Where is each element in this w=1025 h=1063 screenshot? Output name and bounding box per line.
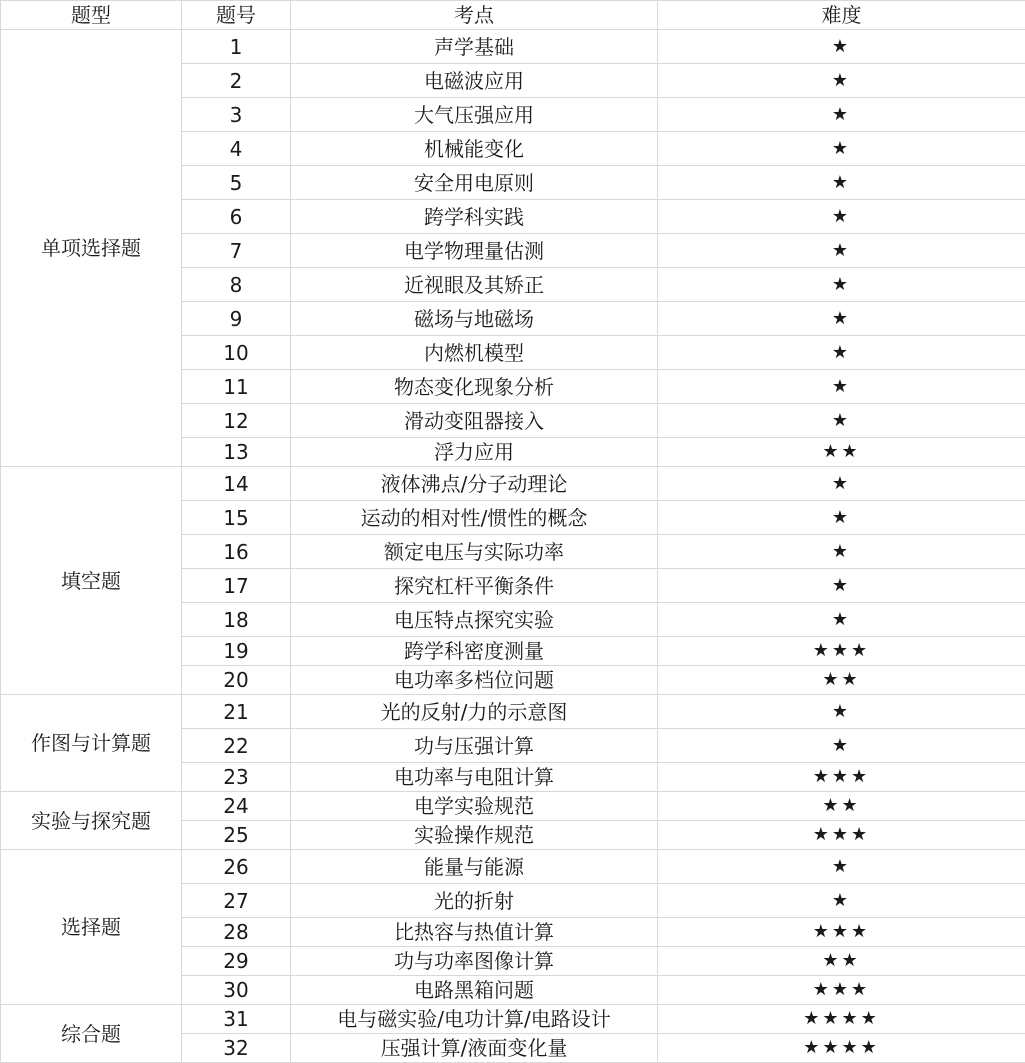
difficulty-stars: ★ <box>658 132 1025 166</box>
topic-cell: 电磁波应用 <box>291 64 658 98</box>
question-type-cell: 实验与探究题 <box>1 792 182 850</box>
table-row <box>1 1005 1025 1034</box>
header-difficulty: 难度 <box>658 1 1025 30</box>
question-number-cell: 22 <box>182 729 291 763</box>
topic-cell: 大气压强应用 <box>291 98 658 132</box>
difficulty-stars: ★★★ <box>658 976 1025 1005</box>
question-number-cell: 23 <box>182 763 291 792</box>
difficulty-stars: ★★★ <box>658 821 1025 850</box>
question-number-cell: 13 <box>182 438 291 467</box>
difficulty-stars: ★ <box>658 695 1025 729</box>
question-number-cell: 24 <box>182 792 291 821</box>
topic-cell: 近视眼及其矫正 <box>291 268 658 302</box>
table-row <box>1 30 1025 64</box>
topic-cell: 电功率与电阻计算 <box>291 763 658 792</box>
topic-cell: 功与压强计算 <box>291 729 658 763</box>
question-type-cell: 综合题 <box>1 1005 182 1063</box>
table-row <box>1 850 1025 884</box>
topic-cell: 跨学科密度测量 <box>291 637 658 666</box>
question-number-cell: 17 <box>182 569 291 603</box>
question-type-cell: 单项选择题 <box>1 30 182 467</box>
question-number-cell: 18 <box>182 603 291 637</box>
header-question-number: 题号 <box>182 1 291 30</box>
topic-cell: 内燃机模型 <box>291 336 658 370</box>
topic-cell: 电学实验规范 <box>291 792 658 821</box>
difficulty-stars: ★★★ <box>658 637 1025 666</box>
topic-cell: 额定电压与实际功率 <box>291 535 658 569</box>
topic-cell: 电压特点探究实验 <box>291 603 658 637</box>
header-row <box>1 1 1025 30</box>
topic-cell: 物态变化现象分析 <box>291 370 658 404</box>
question-number-cell: 1 <box>182 30 291 64</box>
topic-cell: 运动的相对性/惯性的概念 <box>291 501 658 535</box>
difficulty-stars: ★ <box>658 729 1025 763</box>
question-number-cell: 10 <box>182 336 291 370</box>
topic-cell: 探究杠杆平衡条件 <box>291 569 658 603</box>
difficulty-stars: ★★★★ <box>658 1005 1025 1034</box>
question-number-cell: 19 <box>182 637 291 666</box>
question-type-cell: 选择题 <box>1 850 182 1005</box>
question-number-cell: 12 <box>182 404 291 438</box>
topic-cell: 光的折射 <box>291 884 658 918</box>
question-type-cell: 作图与计算题 <box>1 695 182 792</box>
question-number-cell: 26 <box>182 850 291 884</box>
difficulty-stars: ★ <box>658 268 1025 302</box>
difficulty-stars: ★ <box>658 501 1025 535</box>
difficulty-stars: ★★★ <box>658 763 1025 792</box>
difficulty-stars: ★★ <box>658 792 1025 821</box>
difficulty-stars: ★ <box>658 336 1025 370</box>
topic-cell: 电功率多档位问题 <box>291 666 658 695</box>
difficulty-stars: ★ <box>658 98 1025 132</box>
question-number-cell: 25 <box>182 821 291 850</box>
topic-cell: 磁场与地磁场 <box>291 302 658 336</box>
difficulty-stars: ★ <box>658 467 1025 501</box>
difficulty-stars: ★ <box>658 850 1025 884</box>
difficulty-stars: ★★★★ <box>658 1034 1025 1063</box>
question-number-cell: 8 <box>182 268 291 302</box>
topic-cell: 安全用电原则 <box>291 166 658 200</box>
question-number-cell: 4 <box>182 132 291 166</box>
question-number-cell: 16 <box>182 535 291 569</box>
topic-cell: 滑动变阻器接入 <box>291 404 658 438</box>
difficulty-stars: ★ <box>658 569 1025 603</box>
question-number-cell: 11 <box>182 370 291 404</box>
question-type-cell: 填空题 <box>1 467 182 695</box>
question-number-cell: 5 <box>182 166 291 200</box>
question-number-cell: 32 <box>182 1034 291 1063</box>
difficulty-stars: ★ <box>658 30 1025 64</box>
topic-cell: 实验操作规范 <box>291 821 658 850</box>
topic-cell: 液体沸点/分子动理论 <box>291 467 658 501</box>
topic-cell: 光的反射/力的示意图 <box>291 695 658 729</box>
question-number-cell: 30 <box>182 976 291 1005</box>
question-number-cell: 15 <box>182 501 291 535</box>
difficulty-stars: ★★ <box>658 947 1025 976</box>
topic-cell: 机械能变化 <box>291 132 658 166</box>
question-number-cell: 6 <box>182 200 291 234</box>
difficulty-stars: ★ <box>658 302 1025 336</box>
question-number-cell: 21 <box>182 695 291 729</box>
topic-cell: 压强计算/液面变化量 <box>291 1034 658 1063</box>
difficulty-stars: ★★★ <box>658 918 1025 947</box>
question-number-cell: 3 <box>182 98 291 132</box>
difficulty-stars: ★ <box>658 64 1025 98</box>
question-number-cell: 29 <box>182 947 291 976</box>
question-number-cell: 27 <box>182 884 291 918</box>
topic-cell: 电学物理量估测 <box>291 234 658 268</box>
topic-cell: 电路黑箱问题 <box>291 976 658 1005</box>
question-number-cell: 14 <box>182 467 291 501</box>
question-number-cell: 28 <box>182 918 291 947</box>
header-question-type: 题型 <box>1 1 182 30</box>
question-number-cell: 7 <box>182 234 291 268</box>
difficulty-stars: ★ <box>658 884 1025 918</box>
difficulty-stars: ★ <box>658 603 1025 637</box>
table-row <box>1 695 1025 729</box>
topic-cell: 声学基础 <box>291 30 658 64</box>
difficulty-stars: ★ <box>658 535 1025 569</box>
topic-cell: 能量与能源 <box>291 850 658 884</box>
question-number-cell: 2 <box>182 64 291 98</box>
question-number-cell: 9 <box>182 302 291 336</box>
difficulty-stars: ★ <box>658 234 1025 268</box>
topic-cell: 功与功率图像计算 <box>291 947 658 976</box>
question-number-cell: 31 <box>182 1005 291 1034</box>
table-row <box>1 467 1025 501</box>
header-topic: 考点 <box>291 1 658 30</box>
table-body <box>1 30 1025 1063</box>
difficulty-stars: ★ <box>658 200 1025 234</box>
topic-cell: 电与磁实验/电功计算/电路设计 <box>291 1005 658 1034</box>
topic-cell: 比热容与热值计算 <box>291 918 658 947</box>
table-row <box>1 792 1025 821</box>
difficulty-stars: ★★ <box>658 438 1025 467</box>
difficulty-stars: ★ <box>658 370 1025 404</box>
topic-cell: 跨学科实践 <box>291 200 658 234</box>
difficulty-stars: ★ <box>658 404 1025 438</box>
topic-cell: 浮力应用 <box>291 438 658 467</box>
question-number-cell: 20 <box>182 666 291 695</box>
difficulty-stars: ★ <box>658 166 1025 200</box>
difficulty-stars: ★★ <box>658 666 1025 695</box>
